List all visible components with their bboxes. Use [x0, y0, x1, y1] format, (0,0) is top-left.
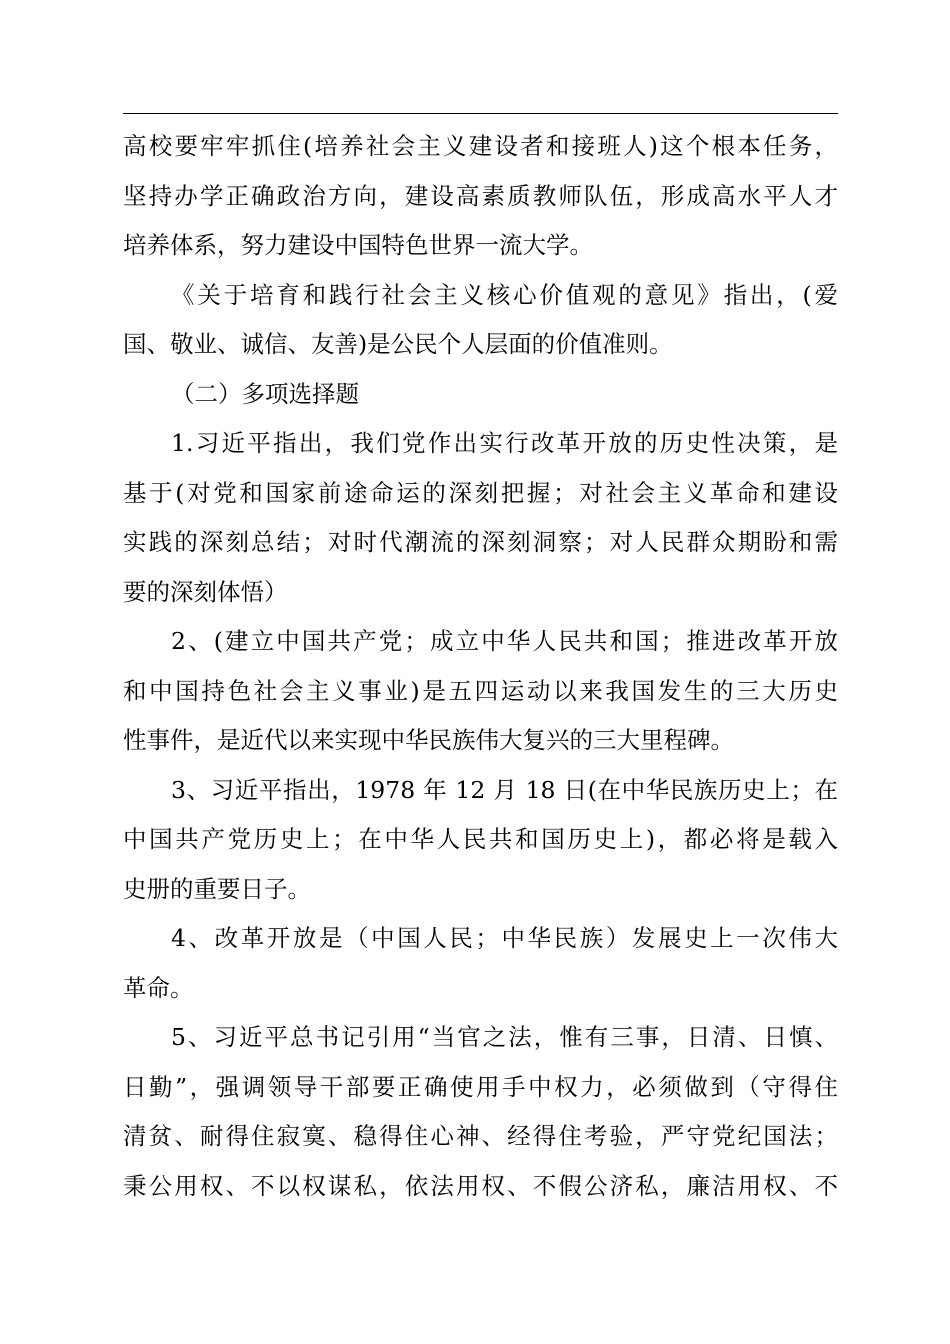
text-line: 《关于培育和践行社会主义核心价值观的意见》指出，(爱 [171, 280, 838, 309]
text-line: 国、敬业、诚信、友善)是公民个人层面的价值准则。 [123, 330, 673, 358]
text-line: 革命。 [123, 973, 194, 1002]
text-line: 清贫、耐得住寂寞、稳得住心神、经得住考验，严守党纪国法； [123, 1122, 838, 1150]
text-line: 培养体系，努力建设中国特色世界一流大学。 [123, 231, 593, 259]
text-line: 高校要牢牢抓住(培养社会主义建设者和接班人)这个根本任务， [123, 132, 838, 160]
text-line: 实践的深刻总结；对时代潮流的深刻洞察；对人民群众期盼和需 [123, 528, 838, 556]
text-line: 2、(建立中国共产党；成立中华人民共和国；推进改革开放 [171, 627, 838, 655]
text-line: 秉公用权、不以权谋私，依法用权、不假公济私，廉洁用权、不 [123, 1171, 838, 1200]
text-line: 4、改革开放是（中国人民；中华民族）发展史上一次伟大 [171, 924, 838, 952]
text-line: 5、习近平总书记引用“当官之法，惟有三事，日清、日慎、 [171, 1023, 838, 1051]
text-line: 和中国持色社会主义事业)是五四运动以来我国发生的三大历史 [123, 676, 838, 705]
text-line: 中国共产党历史上；在中华人民共和国历史上)，都必将是载入 [123, 825, 838, 853]
text-line: 性事件，是近代以来实现中华民族伟大复兴的三大里程碑。 [123, 726, 734, 754]
text-line: 坚持办学正确政治方向，建设高素质教师队伍，形成高水平人才 [123, 181, 838, 210]
section-heading: （二）多项选择题 [171, 379, 359, 408]
text-line: 要的深刻体悟） [123, 577, 288, 606]
text-line: 3、习近平指出，1978 年 12 月 18 日(在中华民族历史上；在 [171, 775, 838, 804]
text-line: 1.习近平指出，我们党作出实行改革开放的历史性决策，是 [171, 429, 838, 457]
text-line: 史册的重要日子。 [123, 874, 311, 903]
header-rule [123, 113, 838, 114]
text-line: 基于(对党和国家前途命运的深刻把握；对社会主义革命和建设 [123, 478, 838, 507]
text-line: 日勤”，强调领导干部要正确使用手中权力，必须做到（守得住 [123, 1072, 838, 1101]
document-body [123, 122, 838, 1211]
